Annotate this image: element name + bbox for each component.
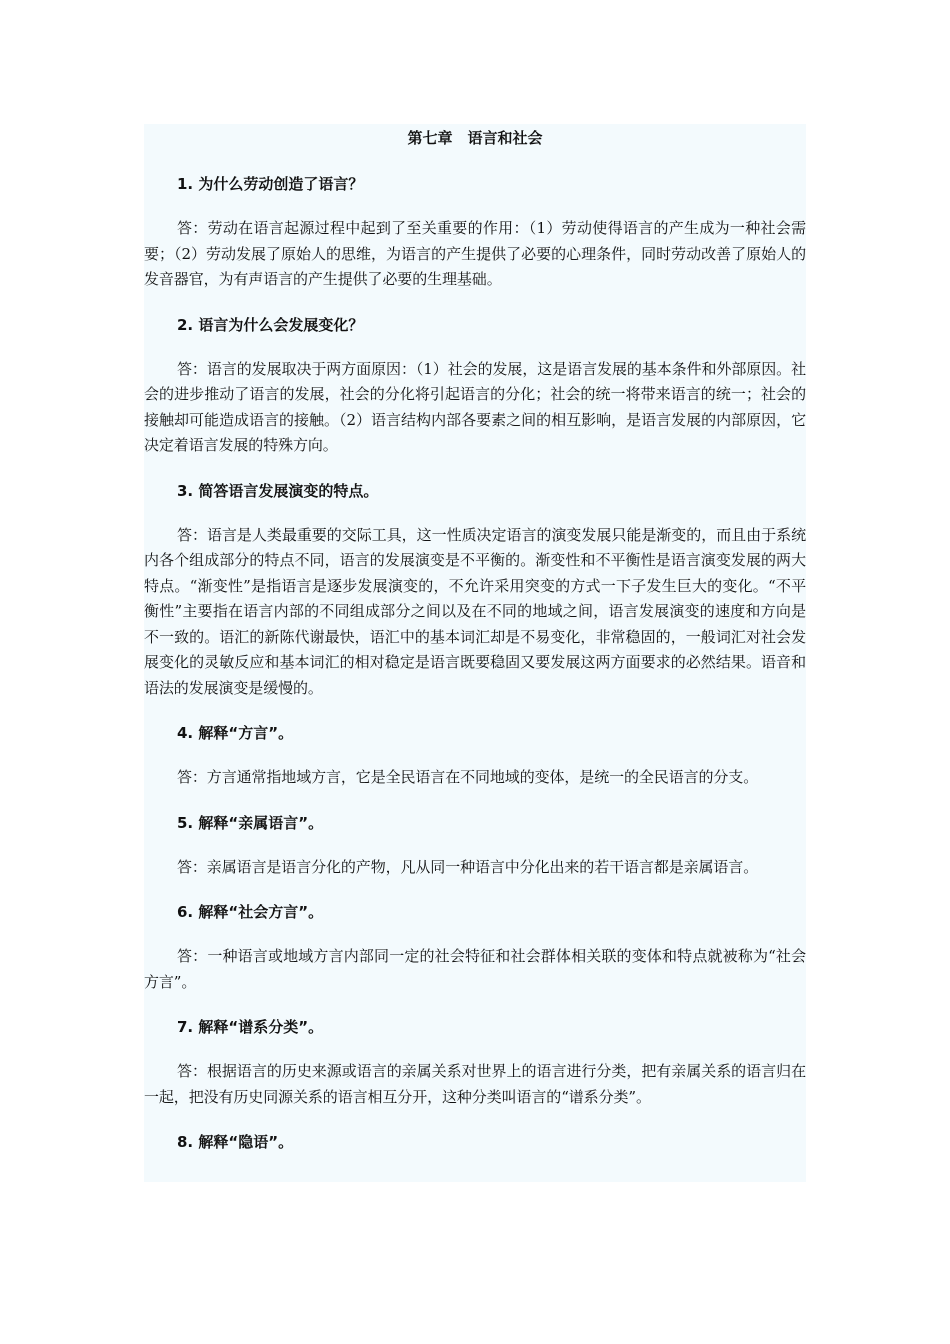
answer-3: 答：语言是人类最重要的交际工具，这一性质决定语言的演变发展只能是渐变的，而且由于系统内各个组成部分的特点不同，语言的发展演变是不平衡的。渐变性和不平衡性是语言演变发展的两大特点。“渐变性”是指语言是逐步发展演变的，不允许采用突变的方式一下子发生巨大的变化。“不平衡性”主要指在语言内部的不同组成部分之间以及在不同的地域之间，语言发展演变的速度和方向是不一致的。语汇的新陈代谢最快，语汇中的基本词汇却是不易变化，非常稳固的，一般词汇对社会发展变化的灵敏反应和基本词汇的相对稳定是语言既要稳固又要发展这两方面要求的必然结果。语音和语法的发展演变是缓慢的。	[144, 525, 806, 697]
question-3: 3. 简答语言发展演变的特点。	[177, 481, 379, 500]
qa-item-3	[144, 479, 806, 702]
answer-2: 答：语言的发展取决于两方面原因：（1）社会的发展，这是语言发展的基本条件和外部原因。社会的进步推动了语言的发展，社会的分化将引起语言的分化；社会的统一将带来语言的统一；社会的接触却可能造成语言的接触。（2）语言结构内部各要素之间的相互影响，是语言发展的内部原因，它决定着语言发展的特殊方向。	[144, 359, 806, 454]
answer-7: 答：根据语言的历史来源或语言的亲属关系对世界上的语言进行分类，把有亲属关系的语言归在一起，把没有历史同源关系的语言相互分开，这种分类叫语言的“谱系分类”。	[144, 1062, 806, 1106]
qa-item-2	[144, 313, 806, 459]
question-5: 5. 解释“亲属语言”。	[177, 813, 324, 832]
question-7: 7. 解释“谱系分类”。	[177, 1018, 324, 1036]
answer-1: 答：劳动在语言起源过程中起到了至关重要的作用：（1）劳动使得语言的产生成为一种社会需要；（2）劳动发展了原始人的思维，为语言的产生提供了必要的心理条件，同时劳动改善了原始人的发音器官，为有声语言的产生提供了必要的生理基础。	[144, 219, 806, 288]
answer-4: 答：方言通常指地域方言，它是全民语言在不同地域的变体，是统一的全民语言的分支。	[177, 768, 759, 786]
question-8: 8. 解释“隐语”。	[177, 1133, 294, 1151]
qa-item-1	[144, 172, 806, 293]
qa-item-5	[144, 811, 806, 881]
qa-item-6	[144, 900, 806, 995]
answer-6: 答：一种语言或地域方言内部同一定的社会特征和社会群体相关联的变体和特点就被称为“社会方言”。	[144, 947, 806, 991]
question-2: 2. 语言为什么会发展变化？	[177, 315, 364, 334]
answer-5: 答：亲属语言是语言分化的产物，凡从同一种语言中分化出来的若干语言都是亲属语言。	[177, 857, 759, 876]
question-4: 4. 解释“方言”。	[177, 724, 294, 742]
chapter-title: 第七章 语言和社会	[407, 129, 543, 147]
question-6: 6. 解释“社会方言”。	[177, 903, 324, 921]
qa-item-7	[144, 1015, 806, 1110]
qa-item-8	[144, 1130, 806, 1156]
document-body	[144, 124, 806, 1156]
question-1: 1. 为什么劳动创造了语言？	[177, 175, 364, 193]
qa-item-4	[144, 721, 806, 791]
